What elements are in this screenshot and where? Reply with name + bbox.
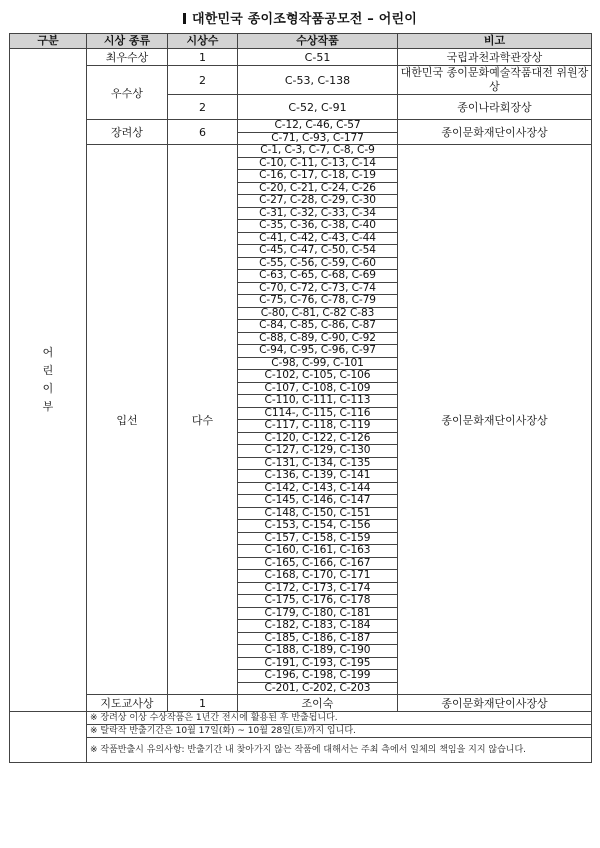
work-entry: C-179, C-180, C-181 <box>238 608 397 621</box>
works-cell: C-52, C-91 <box>238 95 398 120</box>
award-count-cell: 6 <box>168 120 238 145</box>
table-row <box>10 145 592 695</box>
work-entry: C-185, C-186, C-187 <box>238 633 397 646</box>
header-category: 구분 <box>10 34 87 49</box>
note-text: ※ 장려상 이상 수상작품은 1년간 전시에 활용된 후 반출됩니다. <box>87 712 592 725</box>
work-entry: C-10, C-11, C-13, C-14 <box>238 158 397 171</box>
work-entry: C-35, C-36, C-38, C-40 <box>238 220 397 233</box>
header-remarks: 비고 <box>398 34 592 49</box>
work-entry: C-45, C-47, C-50, C-54 <box>238 245 397 258</box>
work-entry: C-120, C-122, C-126 <box>238 433 397 446</box>
remarks-cell: 종이문화재단이사장상 <box>398 695 592 712</box>
page-title <box>0 8 600 27</box>
works-cell <box>238 145 398 695</box>
title-bar-mark <box>183 13 186 24</box>
table-row <box>10 66 592 95</box>
award-table <box>9 33 592 763</box>
award-type-cell: 최우수상 <box>87 49 168 66</box>
work-entry: C114-, C-115, C-116 <box>238 408 397 421</box>
work-entry: C-80, C-81, C-82 C-83 <box>238 308 397 321</box>
remarks-cell: 종이문화재단이사장상 <box>398 145 592 695</box>
work-entry: C-98, C-99, C-101 <box>238 358 397 371</box>
note-row <box>10 725 592 738</box>
work-entry: C-175, C-176, C-178 <box>238 595 397 608</box>
work-entry: C-153, C-154, C-156 <box>238 520 397 533</box>
work-entry: C-165, C-166, C-167 <box>238 558 397 571</box>
header-award-count: 시상수 <box>168 34 238 49</box>
work-entry: C-41, C-42, C-43, C-44 <box>238 233 397 246</box>
works-cell: C-53, C-138 <box>238 66 398 95</box>
category-char: 이 <box>42 382 54 395</box>
work-entry: C-145, C-146, C-147 <box>238 495 397 508</box>
work-entry: C-117, C-118, C-119 <box>238 420 397 433</box>
work-entry: C-12, C-46, C-57 <box>238 120 397 133</box>
work-entry: C-55, C-56, C-59, C-60 <box>238 258 397 271</box>
note-text: ※ 작품반출시 유의사항: 반출기간 내 찾아가지 않는 작품에 대해서는 주최 측에서 일체의 책임을 지지 않습니다. <box>87 738 592 763</box>
work-entry: C-148, C-150, C-151 <box>238 508 397 521</box>
remarks-cell: 종이문화재단이사장상 <box>398 120 592 145</box>
work-entry: C-188, C-189, C-190 <box>238 645 397 658</box>
works-cell: 조이숙 <box>238 695 398 712</box>
works-list <box>238 120 397 144</box>
works-cell <box>238 120 398 145</box>
work-entry: C-88, C-89, C-90, C-92 <box>238 333 397 346</box>
work-entry: C-84, C-85, C-86, C-87 <box>238 320 397 333</box>
award-type-cell: 입선 <box>87 145 168 695</box>
note-row <box>10 738 592 763</box>
table-row <box>10 120 592 145</box>
title-text: 대한민국 종이조형작품공모전 – 어린이 <box>191 12 417 27</box>
work-entry: C-172, C-173, C-174 <box>238 583 397 596</box>
work-entry: C-110, C-111, C-113 <box>238 395 397 408</box>
work-entry: C-1, C-3, C-7, C-8, C-9 <box>238 145 397 158</box>
note-text: ※ 탈락작 반출기간은 10월 17일(화) ~ 10월 28일(토)까지 입니다. <box>87 725 592 738</box>
award-count-cell: 다수 <box>168 145 238 695</box>
award-type-cell: 장려상 <box>87 120 168 145</box>
table-row <box>10 49 592 66</box>
work-entry: C-94, C-95, C-96, C-97 <box>238 345 397 358</box>
work-entry: C-168, C-170, C-171 <box>238 570 397 583</box>
work-entry: C-75, C-76, C-78, C-79 <box>238 295 397 308</box>
work-entry: C-31, C-32, C-33, C-34 <box>238 208 397 221</box>
work-entry: C-71, C-93, C-177 <box>271 131 364 144</box>
header-works: 수상작품 <box>238 34 398 49</box>
work-entry: C-16, C-17, C-18, C-19 <box>238 170 397 183</box>
work-entry: C-182, C-183, C-184 <box>238 620 397 633</box>
category-char: 부 <box>42 400 54 413</box>
works-cell: C-51 <box>238 49 398 66</box>
work-entry: C-27, C-28, C-29, C-30 <box>238 195 397 208</box>
work-entry: C-131, C-134, C-135 <box>238 458 397 471</box>
work-entry: C-127, C-129, C-130 <box>238 445 397 458</box>
work-entry: C-196, C-198, C-199 <box>238 670 397 683</box>
header-row <box>10 34 592 49</box>
award-count-cell: 1 <box>168 695 238 712</box>
work-entry: C-142, C-143, C-144 <box>238 483 397 496</box>
remarks-cell: 종이나라회장상 <box>398 95 592 120</box>
award-type-cell: 우수상 <box>87 66 168 120</box>
note-spacer <box>10 712 87 763</box>
note-row <box>10 712 592 725</box>
work-entry: C-201, C-202, C-203 <box>264 681 371 694</box>
work-entry: C-107, C-108, C-109 <box>238 383 397 396</box>
work-entry: C-102, C-105, C-106 <box>238 370 397 383</box>
work-entry: C-160, C-161, C-163 <box>238 545 397 558</box>
work-entry: C-136, C-139, C-141 <box>238 470 397 483</box>
award-count-cell: 1 <box>168 49 238 66</box>
remarks-cell: 국립과천과학관장상 <box>398 49 592 66</box>
table-row <box>10 695 592 712</box>
category-cell <box>10 49 87 712</box>
award-count-cell: 2 <box>168 66 238 95</box>
award-count-cell: 2 <box>168 95 238 120</box>
work-entry: C-20, C-21, C-24, C-26 <box>238 183 397 196</box>
award-type-cell: 지도교사상 <box>87 695 168 712</box>
category-char: 린 <box>42 364 54 377</box>
work-entry: C-191, C-193, C-195 <box>238 658 397 671</box>
work-entry: C-63, C-65, C-68, C-69 <box>238 270 397 283</box>
works-list <box>238 145 397 694</box>
header-award-type: 시상 종류 <box>87 34 168 49</box>
work-entry: C-157, C-158, C-159 <box>238 533 397 546</box>
category-char: 어 <box>42 346 54 359</box>
remarks-cell: 대한민국 종이문화예술작품대전 위원장상 <box>398 66 592 95</box>
work-entry: C-70, C-72, C-73, C-74 <box>238 283 397 296</box>
